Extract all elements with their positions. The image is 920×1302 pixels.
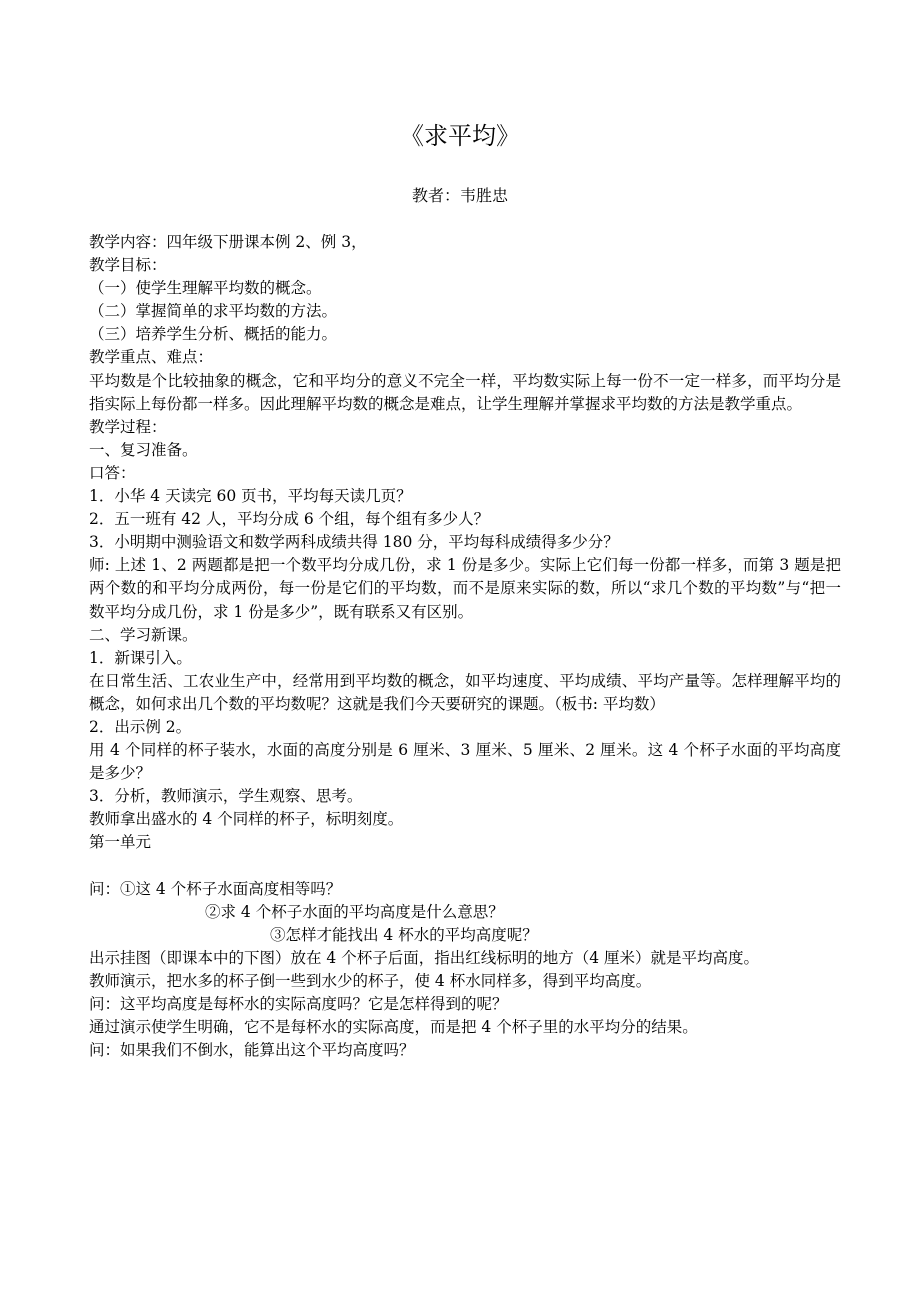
question-2: ②求 4 个杯子水面的平均高度是什么意思？	[205, 902, 504, 921]
oral-answer-label: 口答：	[89, 463, 136, 482]
example-2-paragraph: 用 4 个同样的杯子装水，水面的高度分别是 6 厘米、3 厘米、5 厘米、2 厘米。这 4 个杯子水面的平均高度是多少？	[89, 741, 841, 783]
question-3: ③怎样才能找出 4 杯水的平均高度呢？	[270, 925, 538, 944]
section-review-heading: 一、复习准备。	[89, 440, 198, 459]
blank-line	[89, 855, 841, 878]
document-body	[89, 231, 841, 1062]
section-new-lesson-heading: 二、学习新课。	[89, 625, 198, 644]
review-question-1: 1．小华 4 天读完 60 页书，平均每天读几页？	[89, 487, 412, 506]
author-line: 教者：韦胜忠	[411, 186, 508, 205]
key-points-heading: 教学重点、难点：	[89, 348, 214, 367]
goal-item-1: （一）使学生理解平均数的概念。	[89, 279, 322, 298]
review-question-2: 2．五一班有 42 人，平均分成 6 个组，每个组有多少人？	[89, 510, 490, 529]
step-example-2: 2．出示例 2。	[89, 717, 192, 736]
teaching-process-heading: 教学过程：	[89, 417, 167, 436]
introduction-paragraph: 在日常生活、工农业生产中，经常用到平均数的概念，如平均速度、平均成绩、平均产量等。怎样理解平均的概念，如何求出几个数的平均数呢？这就是我们今天要研究的课题。（板书: 平均数）	[89, 671, 841, 713]
teaching-goals-heading: 教学目标：	[89, 256, 167, 275]
step-analysis: 3．分析，教师演示，学生观察、思考。	[89, 787, 363, 806]
question-1: 问：①这 4 个杯子水面高度相等吗？	[89, 879, 342, 898]
teacher-demo-line: 教师演示，把水多的杯子倒一些到水少的杯子，使 4 杯水同样多，得到平均高度。	[89, 972, 652, 990]
wall-chart-paragraph: 出示挂图（即课本中的下图）放在 4 个杯子后面，指出红线标明的地方（4 厘米）就是平均高度。	[89, 948, 760, 967]
demonstration-line: 教师拿出盛水的 4 个同样的杯子，标明刻度。	[89, 810, 404, 829]
question-calculate: 问：如果我们不倒水，能算出这个平均高度吗？	[89, 1041, 415, 1060]
goal-item-3: （三）培养学生分析、概括的能力。	[89, 325, 338, 344]
key-points-paragraph: 平均数是个比较抽象的概念，它和平均分的意义不完全一样，平均数实际上每一份不一定一样多，而平均分是指实际上每份都一样多。因此理解平均数的概念是难点，让学生理解并掌握求平均数的方法是教学重点。	[89, 371, 841, 413]
question-actual-height: 问：这平均高度是每杯水的实际高度吗？它是怎样得到的呢？	[89, 995, 508, 1014]
goal-item-2: （二）掌握简单的求平均数的方法。	[89, 302, 338, 321]
teaching-content-line: 教学内容：四年级下册课本例 2、例 3，	[89, 233, 367, 251]
unit-label: 第一单元	[89, 833, 152, 852]
step-introduction: 1．新课引入。	[89, 648, 192, 667]
document-title: 《求平均》	[400, 122, 520, 150]
teacher-remark-paragraph: 师: 上述 1、2 两题都是把一个数平均分成几份，求 1 份是多少。实际上它们每一份都一样多，而第 3 题是把两个数的和平均分成两份，每一份是它们的平均数，而不是原来实际的数，所以“求几个数的平均数”与“把一数平均分成几份，求 1 份是多少”，既有联系又有区别。	[89, 556, 841, 621]
conclusion-line: 通过演示使学生明确，它不是每杯水的实际高度，而是把 4 个杯子里的水平均分的结果。	[89, 1018, 698, 1037]
review-question-3: 3．小明期中测验语文和数学两科成绩共得 180 分，平均每科成绩得多少分？	[89, 533, 619, 552]
